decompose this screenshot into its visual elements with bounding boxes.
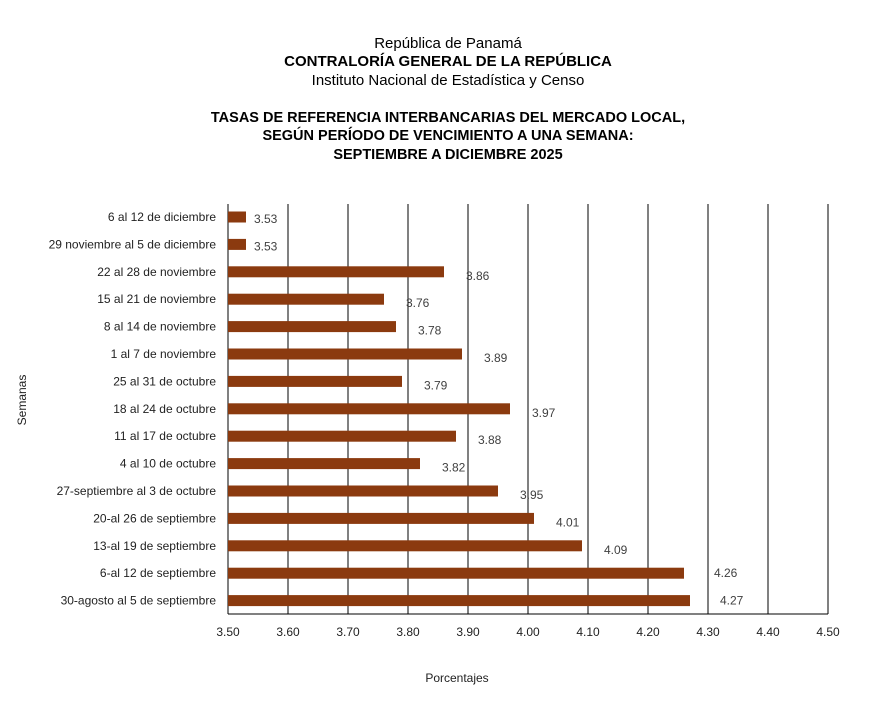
y-axis-title: Semanas: [15, 374, 29, 426]
category-label: 6-al 12 de septiembre: [99, 566, 216, 581]
bar: [228, 294, 384, 305]
x-tick-label: 4.30: [696, 625, 720, 639]
data-label: 3.53: [254, 239, 278, 254]
x-tick-label: 4.50: [816, 625, 840, 639]
x-tick-label: 4.10: [576, 625, 600, 639]
data-label: 4.09: [604, 542, 628, 557]
data-label: 3.88: [478, 433, 502, 448]
bar: [228, 403, 510, 414]
data-label: 3.97: [532, 405, 556, 420]
bar: [228, 513, 534, 524]
category-label: 20-al 26 de septiembre: [93, 511, 216, 526]
bar: [228, 486, 498, 497]
category-label: 18 al 24 de octubre: [113, 401, 216, 416]
bar: [228, 431, 456, 442]
chart-title-line-3: SEPTIEMBRE A DICIEMBRE 2025: [333, 147, 563, 163]
x-tick-label: 4.00: [516, 625, 540, 639]
category-label: 15 al 21 de noviembre: [97, 292, 216, 307]
category-label: 1 al 7 de noviembre: [110, 347, 216, 361]
category-label: 13-al 19 de septiembre: [93, 538, 216, 553]
bar: [228, 458, 420, 469]
category-label: 29 noviembre al 5 de diciembre: [48, 237, 216, 252]
x-tick-label: 3.70: [336, 625, 360, 639]
bar: [228, 595, 690, 606]
data-label: 3.82: [442, 460, 466, 475]
x-tick-label: 3.90: [456, 625, 480, 639]
category-label: 30-agosto al 5 de septiembre: [60, 593, 216, 608]
bar: [228, 540, 582, 551]
category-label: 22 al 28 de noviembre: [97, 264, 216, 279]
bar: [228, 266, 444, 277]
category-label: 25 al 31 de octubre: [113, 374, 216, 389]
data-label: 4.26: [714, 566, 738, 581]
bar: [228, 239, 246, 250]
bar: [228, 568, 684, 579]
bar: [228, 376, 402, 387]
data-label: 3.53: [254, 212, 278, 226]
x-tick-label: 4.20: [636, 625, 660, 639]
data-label: 3.78: [418, 323, 442, 338]
category-label: 4 al 10 de octubre: [119, 456, 216, 471]
data-label: 4.01: [556, 515, 580, 530]
bar: [228, 321, 396, 332]
category-labels: [49, 210, 217, 608]
x-axis-ticks: [216, 625, 840, 639]
x-tick-label: 4.40: [756, 625, 780, 639]
header-department: Instituto Nacional de Estadística y Censo: [311, 72, 585, 89]
x-tick-label: 3.80: [396, 625, 420, 639]
x-axis-title: Porcentajes: [425, 671, 489, 685]
data-label: 4.27: [720, 593, 744, 608]
x-tick-label: 3.50: [216, 625, 240, 639]
header-institution: CONTRALORÍA GENERAL DE LA REPÚBLICA: [284, 53, 612, 70]
category-label: 27-septiembre al 3 de octubre: [56, 484, 216, 498]
category-label: 8 al 14 de noviembre: [103, 319, 216, 334]
bar: [228, 349, 462, 360]
data-label: 3.76: [406, 296, 430, 311]
category-label: 6 al 12 de diciembre: [107, 210, 216, 224]
data-label: 3.86: [466, 268, 490, 283]
x-tick-label: 3.60: [276, 625, 300, 639]
bar: [228, 212, 246, 223]
data-label: 3.89: [484, 351, 508, 365]
header-country: República de Panamá: [374, 35, 522, 52]
chart-title-line-1: TASAS DE REFERENCIA INTERBANCARIAS DEL MERCADO LOCAL,: [210, 110, 686, 126]
category-label: 11 al 17 de octubre: [114, 429, 216, 444]
chart-title-line-2: SEGÚN PERÍODO DE VENCIMIENTO A UNA SEMANA:: [262, 128, 634, 144]
data-label: 3.95: [520, 488, 544, 502]
data-label: 3.79: [424, 378, 448, 393]
